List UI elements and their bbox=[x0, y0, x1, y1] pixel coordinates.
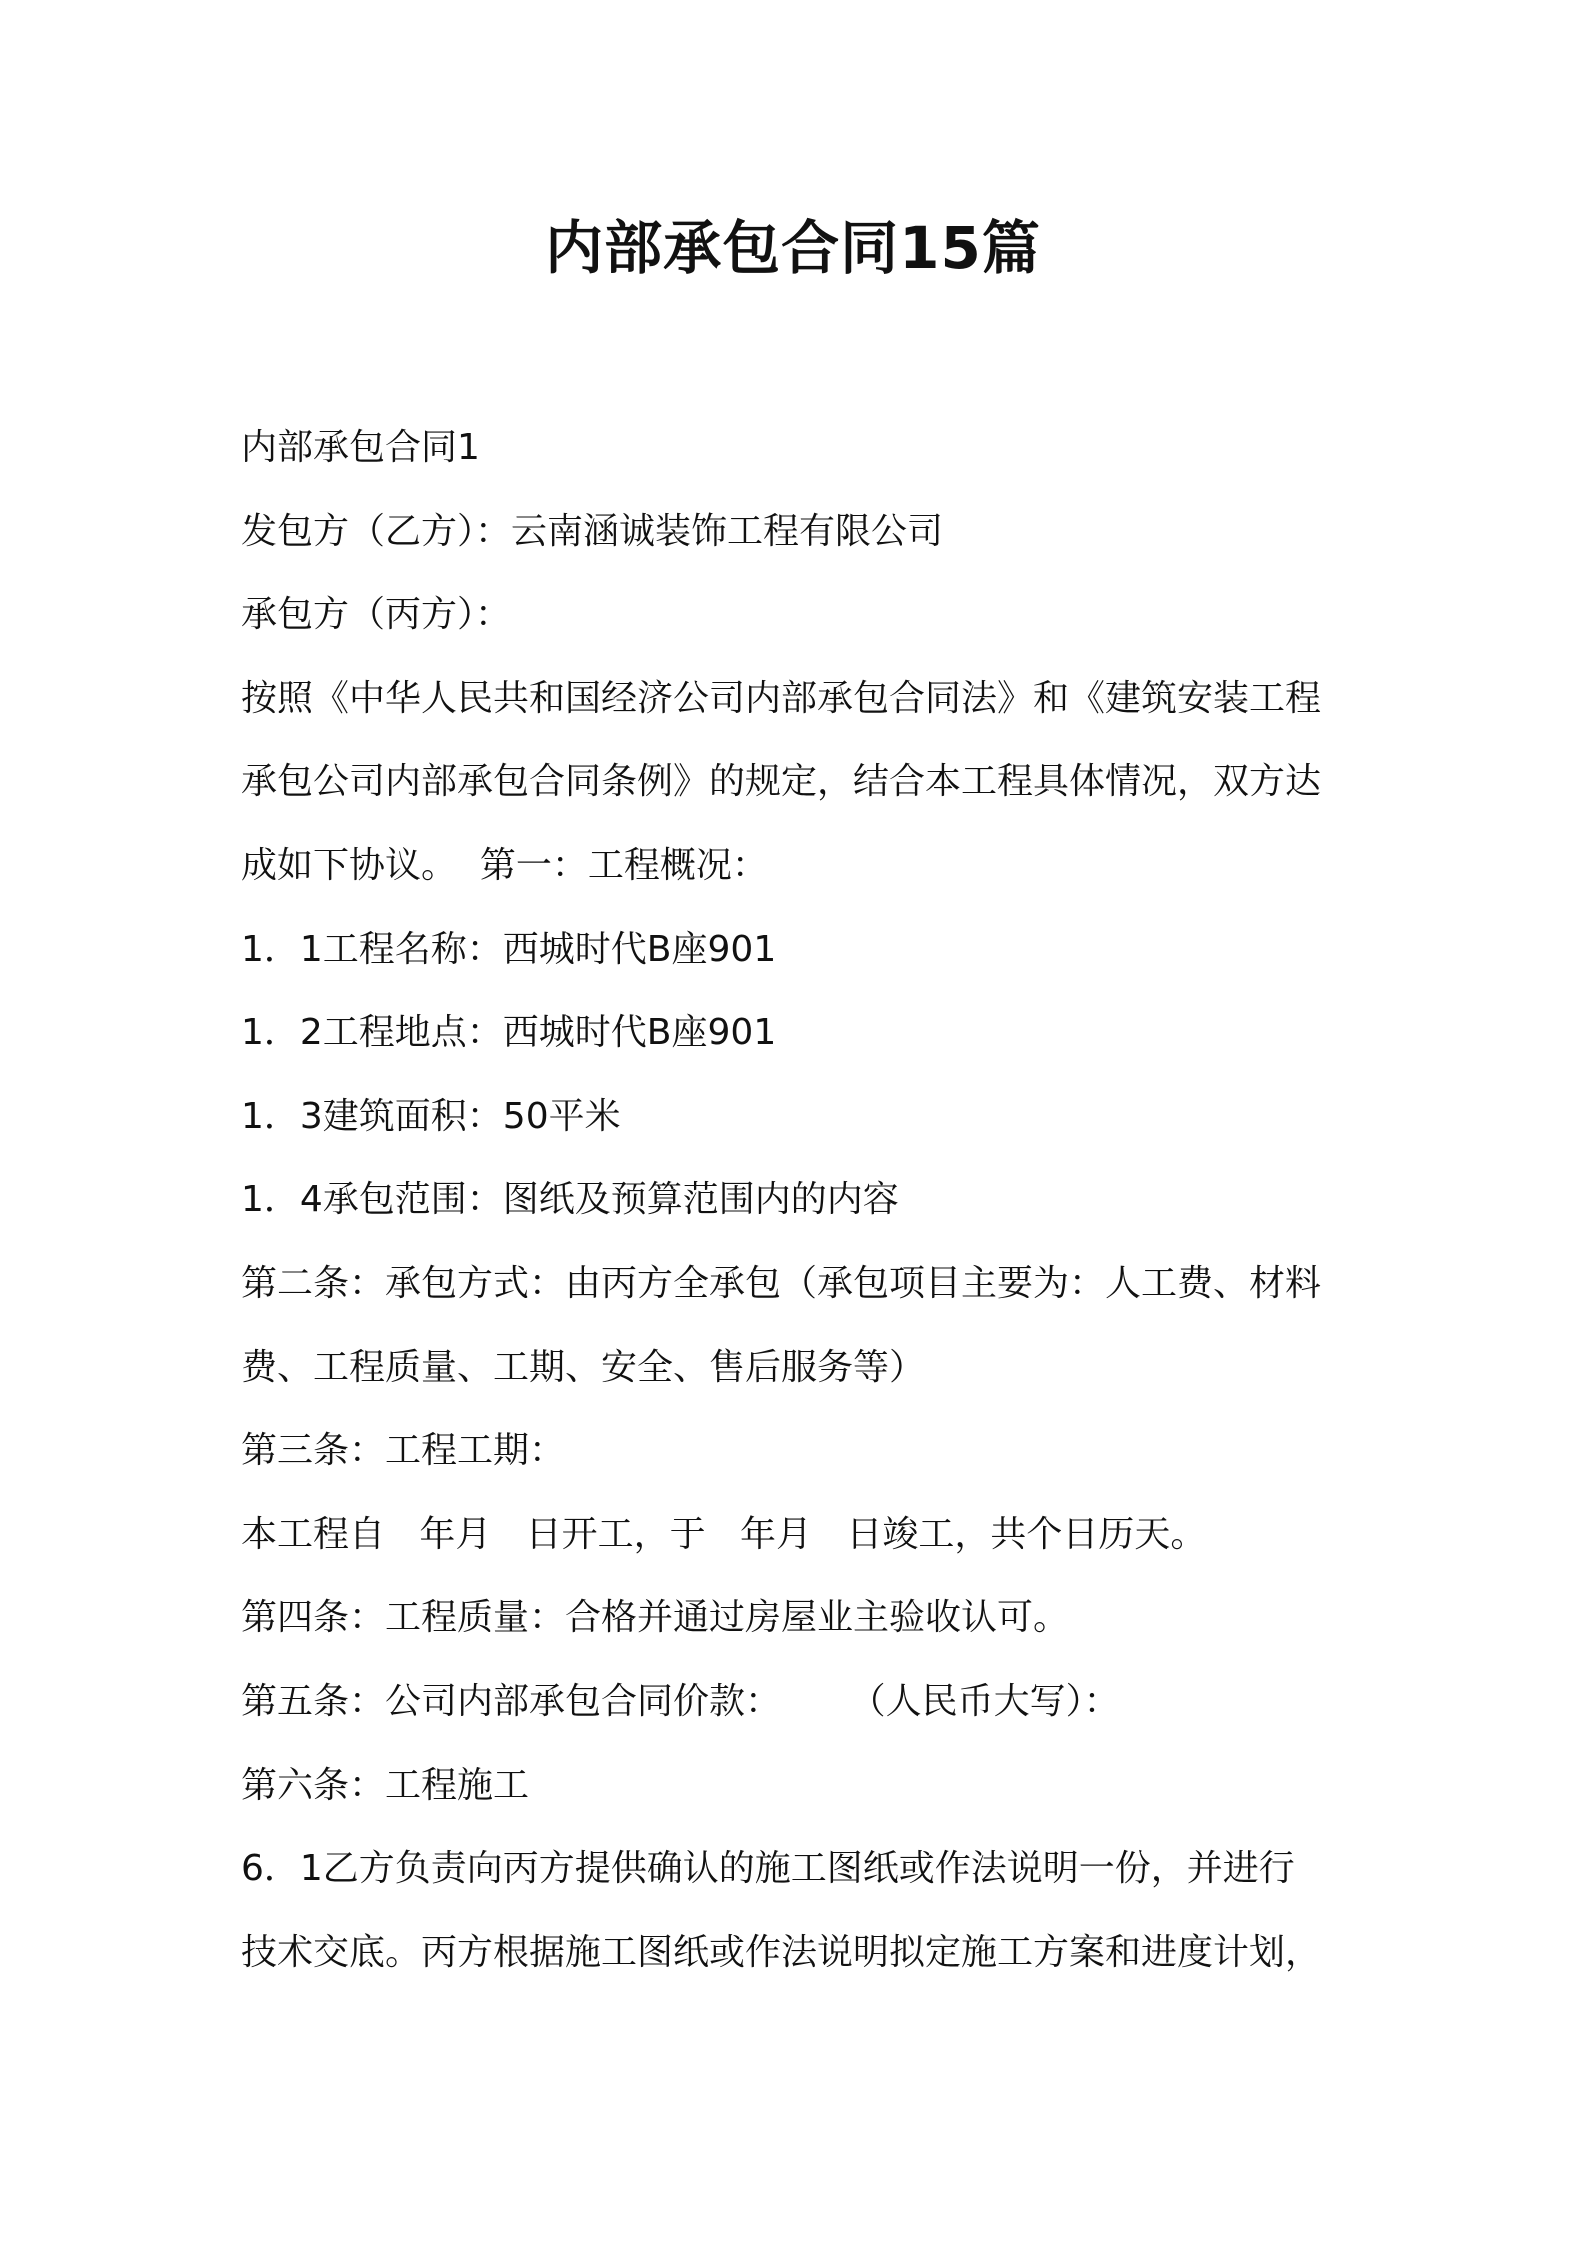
party-b-line: 发包方（乙方）：云南涵诚装饰工程有限公司 bbox=[241, 510, 944, 552]
article-5-line: 第五条：公司内部承包合同价款： （人民币大写）： bbox=[241, 1680, 1120, 1722]
article-3-schedule: 本工程自 年月 日开工，于 年月 日竣工，共个日历天。 bbox=[241, 1513, 1207, 1555]
document-body bbox=[241, 406, 1361, 1994]
preamble-line-1: 按照《中华人民共和国经济公司内部承包合同法》和《建筑安装工程 bbox=[241, 677, 1322, 719]
article-2-line-1: 第二条：承包方式：由丙方全承包（承包项目主要为：人工费、材料 bbox=[241, 1262, 1322, 1304]
project-location-line: 1．2工程地点：西城时代B座901 bbox=[241, 1012, 777, 1054]
building-area-line: 1．3建筑面积：50平米 bbox=[241, 1095, 621, 1137]
contract-scope-line: 1．4承包范围：图纸及预算范围内的内容 bbox=[241, 1179, 899, 1221]
preamble-line-3: 成如下协议。 第一：工程概况： bbox=[241, 844, 768, 886]
preamble-line-2: 承包公司内部承包合同条例》的规定，结合本工程具体情况，双方达 bbox=[241, 761, 1322, 803]
party-c-line: 承包方（丙方）： bbox=[241, 594, 512, 636]
article-6-1-line-1: 6．1乙方负责向丙方提供确认的施工图纸或作法说明一份，并进行 bbox=[241, 1848, 1295, 1890]
project-name-line: 1．1工程名称：西城时代B座901 bbox=[241, 928, 777, 970]
article-6-1-line-2: 技术交底。丙方根据施工图纸或作法说明拟定施工方案和进度计划， bbox=[241, 1931, 1322, 1973]
article-3-heading: 第三条：工程工期： bbox=[241, 1430, 566, 1472]
document-title: 内部承包合同15篇 bbox=[545, 214, 1041, 282]
contract-heading: 内部承包合同1 bbox=[241, 427, 480, 468]
article-6-heading: 第六条：工程施工 bbox=[241, 1764, 530, 1806]
article-2-line-2: 费、工程质量、工期、安全、售后服务等） bbox=[241, 1346, 926, 1388]
article-4-line: 第四条：工程质量：合格并通过房屋业主验收认可。 bbox=[241, 1597, 1070, 1639]
